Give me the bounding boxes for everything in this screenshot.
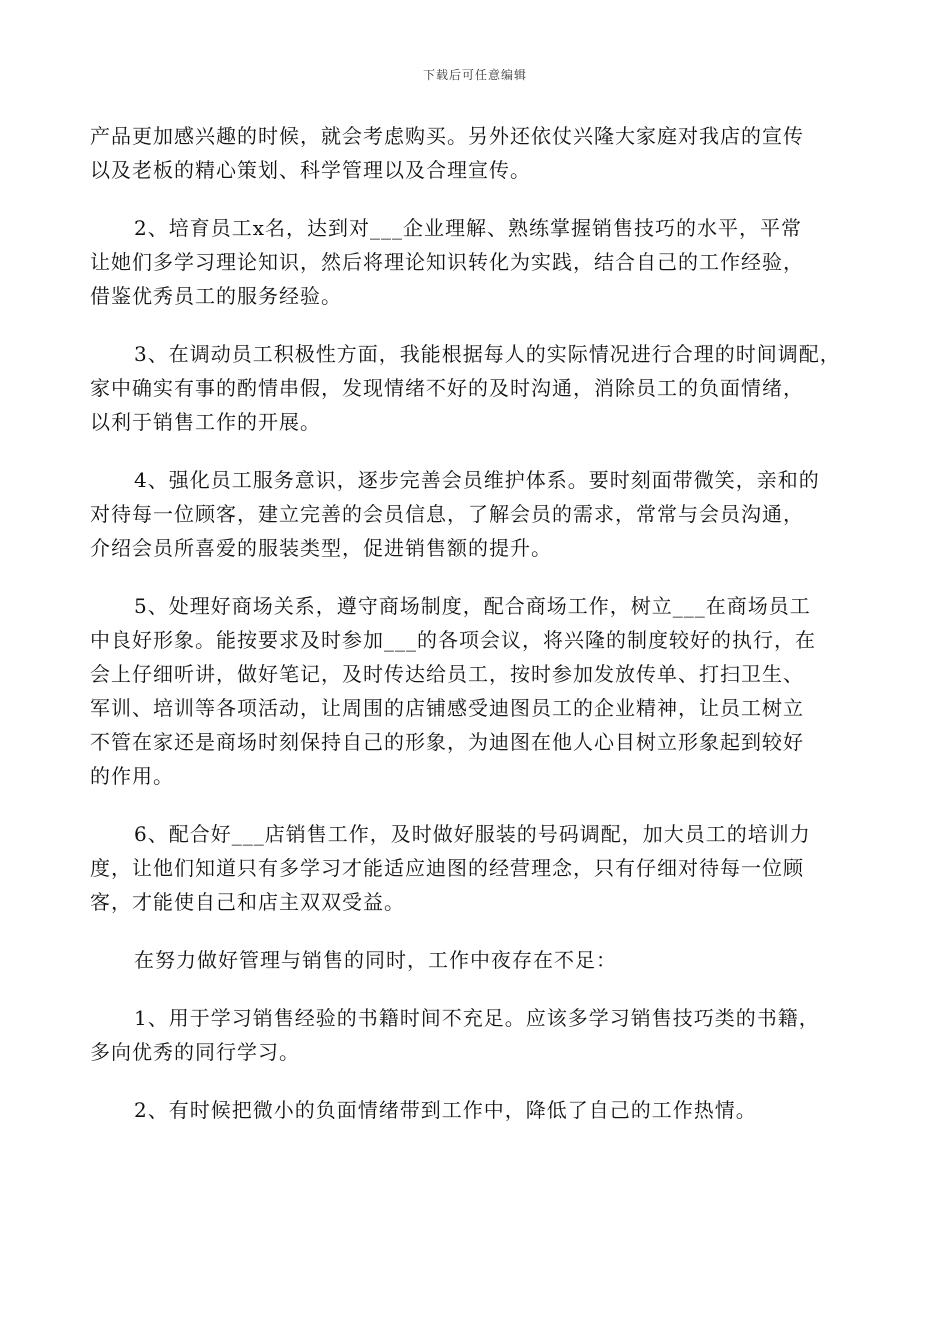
text-line: 以利于销售工作的开展。 <box>90 410 321 434</box>
text-line: 中良好形象。能按要求及时参加___的各项会议，将兴隆的制度较好的执行，在 <box>90 628 816 652</box>
text-line: 2、培育员工x名，达到对___企业理解、熟练掌握销售技巧的水平，平常 <box>134 216 803 240</box>
paragraph-3 <box>90 337 880 439</box>
text-line: 客，才能使自己和店主双双受益。 <box>90 890 405 914</box>
text-line: 以及老板的精心策划、科学管理以及合理宣传。 <box>90 158 531 182</box>
text-line: 度，让他们知道只有多学习才能适应迪图的经营理念，只有仔细对待每一位顾 <box>90 856 804 880</box>
text-line: 5、处理好商场关系，遵守商场制度，配合商场工作，树立___在商场员工 <box>134 594 811 618</box>
paragraph-7 <box>90 943 880 977</box>
text-line: 军训、培训等各项活动，让周围的店铺感受迪图员工的企业精神，让员工树立 <box>90 696 804 720</box>
text-line: 不管在家还是商场时刻保持自己的形象，为迪图在他人心目树立形象起到较好 <box>90 730 804 754</box>
text-line: 介绍会员所喜爱的服装类型，促进销售额的提升。 <box>90 536 552 560</box>
paragraph-1 <box>90 119 880 187</box>
text-line: 在努力做好管理与销售的同时，工作中夜存在不足： <box>134 948 617 972</box>
text-line: 4、强化员工服务意识，逐步完善会员维护体系。要时刻面带微笑，亲和的 <box>134 468 820 492</box>
text-line: 让她们多学习理论知识，然后将理论知识转化为实践，结合自己的工作经验， <box>90 250 804 274</box>
page-header: 下载后可任意编辑 <box>422 68 527 82</box>
text-line: 对待每一位顾客，建立完善的会员信息，了解会员的需求，常常与会员沟通， <box>90 502 804 526</box>
paragraph-2 <box>90 211 880 313</box>
text-line: 多向优秀的同行学习。 <box>90 1040 300 1064</box>
text-line: 借鉴优秀员工的服务经验。 <box>90 284 342 308</box>
text-line: 家中确实有事的酌情串假，发现情绪不好的及时沟通，消除员工的负面情绪， <box>90 376 804 400</box>
text-line: 会上仔细听讲，做好笔记，及时传达给员工，按时参加发放传单、打扫卫生、 <box>90 662 804 686</box>
paragraph-5 <box>90 589 880 793</box>
text-line: 6、配合好___店销售工作，及时做好服装的号码调配，加大员工的培训力 <box>134 822 811 846</box>
paragraph-8 <box>90 1001 880 1069</box>
text-line: 的作用。 <box>90 764 174 788</box>
text-line: 产品更加感兴趣的时候，就会考虑购买。另外还依仗兴隆大家庭对我店的宣传 <box>90 124 804 148</box>
text-line: 1、用于学习销售经验的书籍时间不充足。应该多学习销售技巧类的书籍， <box>134 1006 820 1030</box>
text-line: 2、有时候把微小的负面情绪带到工作中，降低了自己的工作热情。 <box>134 1098 757 1122</box>
document-body <box>90 119 880 1151</box>
paragraph-6 <box>90 817 880 919</box>
text-line: 3、在调动员工积极性方面，我能根据每人的实际情况进行合理的时间调配， <box>134 342 841 366</box>
paragraph-9 <box>90 1093 880 1127</box>
paragraph-4 <box>90 463 880 565</box>
